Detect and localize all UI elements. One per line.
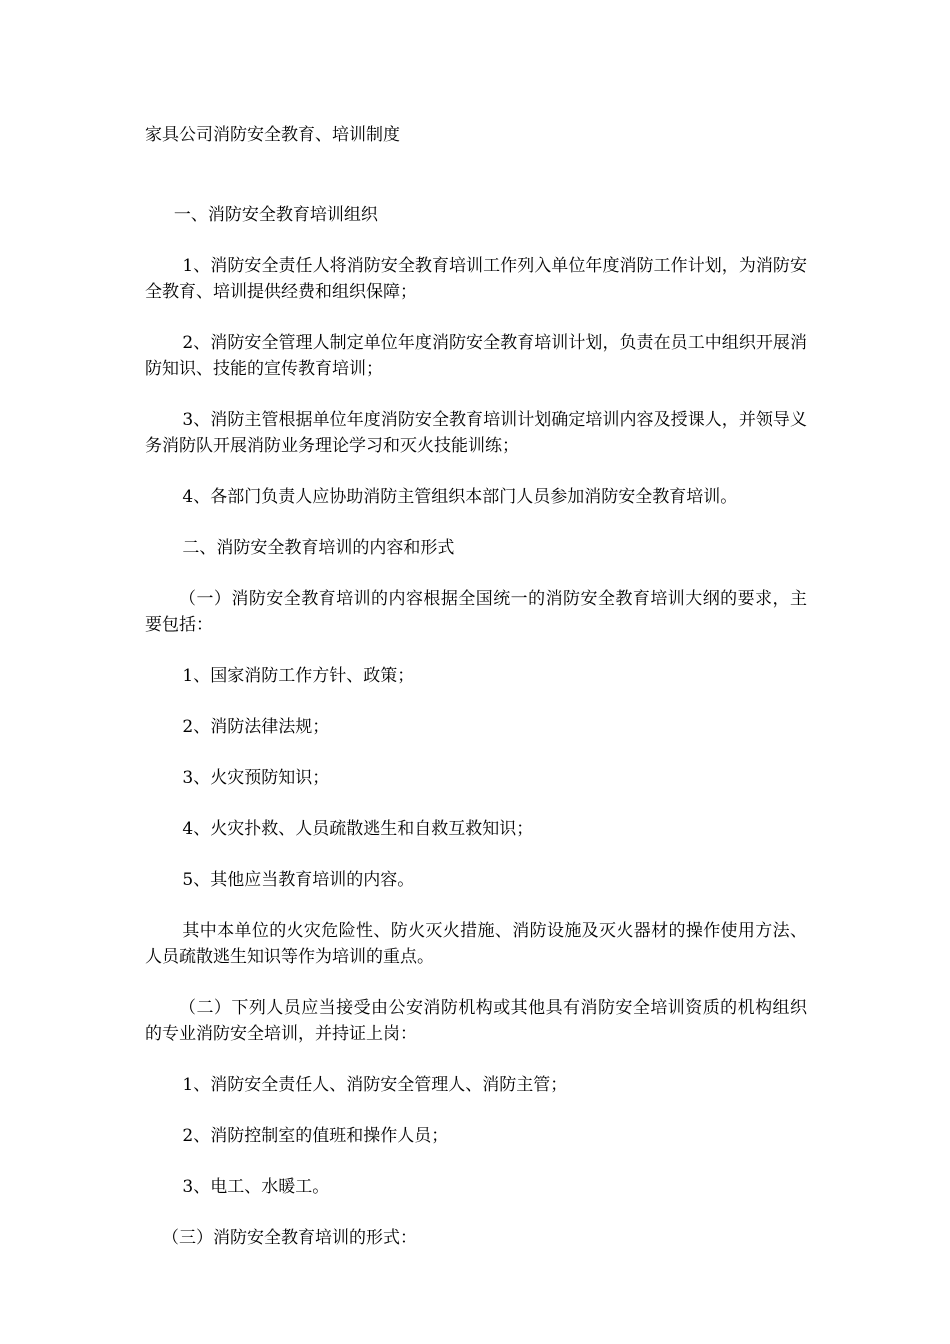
personnel-item-2: 2、消防控制室的值班和操作人员；	[182, 1126, 449, 1146]
content-item-4: 4、火灾扑救、人员疏散逃生和自救互救知识；	[182, 819, 534, 839]
personnel-item-3: 3、电工、水暖工。	[182, 1177, 330, 1197]
training-focus-paragraph: 其中本单位的火灾危险性、防火灭火措施、消防设施及灭火器材的操作使用方法、人员疏散逃生知识等作为培训的重点。	[145, 921, 807, 967]
subsection-3: （三）消防安全教育培训的形式：	[162, 1228, 417, 1248]
paragraph-item-1: 1、消防安全责任人将消防安全教育培训工作列入单位年度消防工作计划，为消防安全教育、培训提供经费和组织保障；	[145, 256, 807, 302]
document-body	[145, 122, 807, 1276]
paragraph-item-2: 2、消防安全管理人制定单位年度消防安全教育培训计划，负责在员工中组织开展消防知识、技能的宣传教育培训；	[145, 333, 807, 379]
subsection-2: （二）下列人员应当接受由公安消防机构或其他具有消防安全培训资质的机构组织的专业消防安全培训，并持证上岗：	[145, 998, 807, 1044]
content-item-1: 1、国家消防工作方针、政策；	[182, 666, 415, 686]
paragraph-item-3: 3、消防主管根据单位年度消防安全教育培训计划确定培训内容及授课人，并领导义务消防队开展消防业务理论学习和灭火技能训练；	[145, 410, 807, 456]
personnel-item-1: 1、消防安全责任人、消防安全管理人、消防主管；	[182, 1075, 568, 1095]
content-item-2: 2、消防法律法规；	[182, 717, 330, 737]
content-item-3: 3、火灾预防知识；	[182, 768, 330, 788]
section-heading-1: 一、消防安全教育培训组织	[173, 205, 378, 225]
section-heading-2: 二、消防安全教育培训的内容和形式	[182, 538, 455, 558]
content-item-5: 5、其他应当教育培训的内容。	[182, 870, 415, 890]
subsection-1: （一）消防安全教育培训的内容根据全国统一的消防安全教育培训大纲的要求，主要包括：	[145, 589, 807, 635]
paragraph-item-4: 4、各部门负责人应协助消防主管组织本部门人员参加消防安全教育培训。	[182, 487, 738, 507]
document-title: 家具公司消防安全教育、培训制度	[145, 125, 400, 145]
